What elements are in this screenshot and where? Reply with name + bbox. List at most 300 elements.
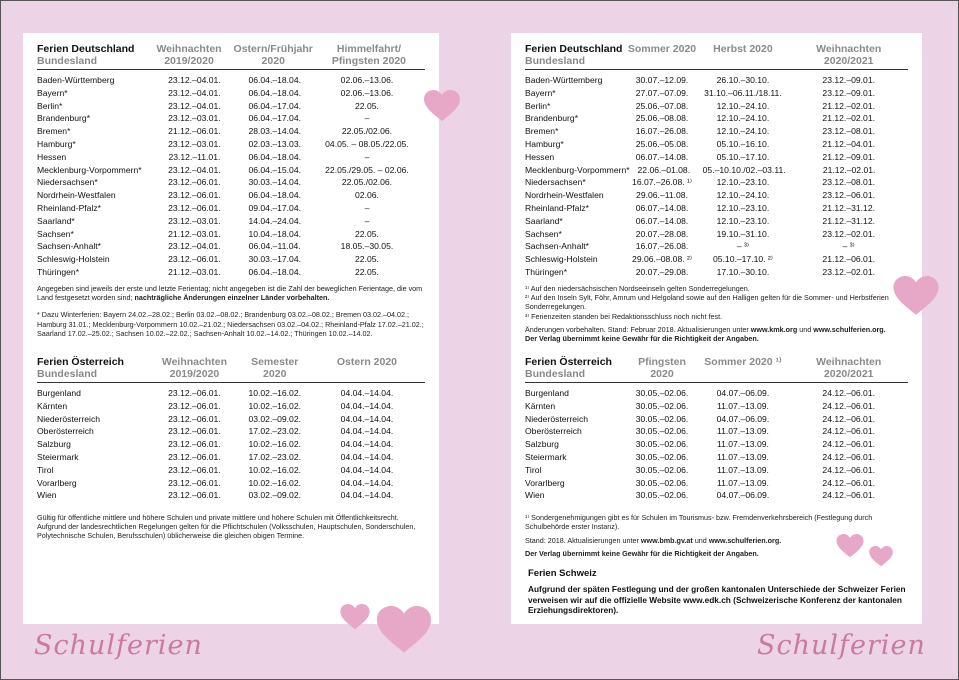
date-range: 21.12.–31.12.	[822, 215, 875, 226]
state-name: Brandenburg*	[37, 113, 91, 124]
date-range: 21.12.–06.01.	[168, 126, 221, 137]
table-row	[37, 451, 425, 464]
at-table-left	[37, 356, 425, 502]
date-range: 05.–10.10./02.–03.11.	[702, 164, 786, 175]
heart-icon	[340, 604, 370, 630]
date-range: 24.12.–06.01.	[822, 388, 875, 398]
column-header	[789, 43, 908, 67]
table-row	[37, 240, 425, 253]
heart-icon	[869, 546, 893, 567]
date-range: 10.02.–16.02.	[248, 477, 302, 488]
column-header-line: Weihnachten	[156, 43, 222, 55]
date-range: 25.06.–08.08.	[635, 113, 689, 124]
date-range: 04.04.–14.04.	[340, 464, 394, 475]
und-text: und	[799, 324, 812, 334]
date-range: 06.07.–14.08.	[635, 202, 689, 213]
date-range: 23.12.–02.01.	[822, 266, 875, 277]
date-range: 30.05.–02.06.	[635, 490, 689, 501]
table-body	[37, 74, 425, 279]
winter-note: * Dazu Winterferien: Bayern 24.02.–28.02.; Berlin 03.02.–08.02.; Brandenburg 03.02.–08.02.; Bremen 03.02.–04.02.; Hamburg 31.01.; Mecklenburg-Vorpommern 10.02.–21.02.; Niedersachsen 03.02.–04.02.; Rheinland-Pfalz 17.02.–21.02.; Saarland 17.02.–25.02.; Sachsen 10.02.–22.02.; Sachsen-Anhalt 10.02.–14.02.; Thüringen 10.02.–14.02.	[37, 310, 424, 338]
state-name: Kärnten	[525, 400, 556, 411]
state-name: Kärnten	[37, 400, 68, 411]
date-range: 23.12.–06.01.	[168, 202, 221, 213]
state-name: Oberösterreich	[525, 426, 582, 437]
table-row	[37, 138, 425, 151]
date-range: 30.05.–02.06.	[635, 439, 689, 450]
table-row	[37, 189, 425, 202]
date-range: 06.04.–15.04.	[248, 164, 302, 175]
state-name: Bremen*	[525, 126, 559, 137]
date-range: 02.03.–13.03.	[248, 138, 302, 149]
column-header	[309, 356, 425, 380]
table-row	[37, 425, 425, 438]
date-range: 17.02.–23.02.	[248, 451, 302, 462]
table-row	[37, 266, 425, 279]
column-header	[696, 43, 789, 67]
column-header-line: Pfingsten 2020	[638, 356, 686, 380]
state-name: Thüringen*	[37, 266, 80, 277]
de-note-left	[37, 284, 427, 338]
header-rule	[37, 382, 425, 383]
table-row	[525, 253, 908, 266]
date-range: 23.12.–04.01.	[168, 164, 221, 175]
date-range: 23.12.–04.01.	[168, 241, 221, 252]
date-range: 24.12.–06.01.	[822, 451, 875, 462]
date-range: 11.07.–13.09.	[716, 464, 769, 475]
state-name: Tirol	[525, 464, 542, 475]
date-range: 23.12.–06.01.	[168, 254, 221, 265]
heart-icon	[376, 606, 432, 654]
date-range: 02.06.–13.06.	[340, 87, 394, 98]
date-range: 02.06.–13.06.	[340, 75, 394, 85]
date-range: 06.04.–18.04.	[248, 151, 302, 162]
date-range: 21.12.–06.01.	[822, 254, 875, 265]
state-name: Hessen	[37, 151, 67, 162]
date-range: 10.04.–18.04.	[248, 228, 302, 239]
de-table-left	[37, 43, 425, 279]
table-row	[525, 464, 908, 477]
table-row	[525, 228, 908, 241]
table-title: Ferien Österreich	[37, 356, 124, 368]
script-title-right: Schulferien	[757, 630, 926, 661]
date-range: 12.10.–24.10.	[716, 190, 770, 201]
date-range: 06.04.–17.04.	[248, 100, 302, 111]
date-range: 11.07.–13.09.	[716, 400, 769, 411]
table-row	[37, 176, 425, 189]
table-body	[525, 74, 908, 279]
date-range: 30.05.–02.06.	[635, 477, 689, 488]
date-range: 23.12.–06.01.	[168, 426, 221, 437]
date-range: 23.12.–06.01.	[168, 477, 221, 488]
table-body	[37, 387, 425, 502]
date-range: 23.12.–06.01.	[168, 439, 221, 450]
table-row	[37, 215, 425, 228]
de-footnotes-right	[525, 284, 910, 343]
table-row	[37, 164, 425, 177]
note-bold-text: nachträgliche Änderungen einzelner Länder vorbehalten.	[134, 293, 330, 303]
state-name: Berlin*	[37, 100, 63, 111]
state-name: Bremen*	[37, 126, 71, 137]
heart-icon	[891, 276, 941, 316]
date-range: 27.07.–07.09.	[635, 87, 689, 98]
date-range: 23.12.–09.01.	[822, 87, 875, 98]
de-table-right	[525, 43, 908, 279]
date-range: 12.10.–23.10.	[716, 177, 770, 188]
date-range: 23.12.–09.01.	[822, 75, 875, 85]
und-text: und	[694, 536, 707, 546]
table-subtitle: Bundesland	[37, 368, 98, 380]
date-range: 24.12.–06.01.	[822, 413, 875, 424]
column-header-line: Semester 2020	[251, 356, 299, 380]
column-header	[241, 356, 309, 380]
date-range: 20.07.–29.08.	[635, 266, 689, 277]
column-header	[628, 43, 697, 67]
date-range: 16.07.–26.08.	[635, 126, 689, 137]
table-row	[525, 477, 908, 490]
heart-icon	[836, 534, 864, 558]
date-range: 21.12.–04.01.	[822, 138, 875, 149]
table-row	[525, 138, 908, 151]
date-range: 03.02.–09.02.	[248, 490, 302, 501]
table-title: Ferien Deutschland	[37, 43, 135, 55]
table-row	[37, 228, 425, 241]
table-row	[525, 425, 908, 438]
table-row	[37, 112, 425, 125]
date-range: 20.07.–28.08.	[635, 228, 689, 239]
table-row	[525, 100, 908, 113]
column-header	[234, 43, 313, 67]
date-range: 30.03.–17.04.	[248, 254, 302, 265]
date-range: 23.12.–02.01.	[822, 228, 875, 239]
state-name: Thüringen*	[525, 266, 568, 277]
date-range: 06.04.–18.04.	[248, 266, 302, 277]
table-row	[37, 151, 425, 164]
state-name: Mecklenburg-Vorpommern*	[37, 164, 142, 175]
header-rule	[37, 69, 425, 70]
date-range: 04.07.–06.09.	[716, 388, 770, 398]
date-range: –	[364, 151, 370, 162]
state-name: Saarland*	[525, 215, 563, 226]
date-range: 22.05./02.06.	[341, 126, 393, 137]
date-range: 04.05. – 08.05./22.05.	[325, 138, 409, 149]
date-range: 29.06.–08.08. ²⁾	[632, 254, 692, 265]
schweiz-text: Aufgrund der späten Festlegung und der großen kantonalen Unterschiede der Schweizer Ferien verweisen wir auf die offizielle Website www.edk.ch (Schweizerische Konferenz der kantonalen Erziehungsdirektoren).	[528, 584, 906, 616]
date-range: 23.12.–11.01.	[168, 151, 221, 162]
column-header	[144, 43, 233, 67]
state-name: Hamburg*	[525, 138, 564, 149]
table-header	[525, 43, 908, 67]
date-range: 04.04.–14.04.	[340, 451, 394, 462]
date-range: 11.07.–13.09.	[716, 451, 769, 462]
table-row	[37, 438, 425, 451]
footnote-3: ³⁾ Ferienzeiten standen bei Redaktionsschluss noch nicht fest.	[525, 311, 723, 321]
date-range: 22.05.	[355, 266, 379, 277]
state-name: Tirol	[37, 464, 54, 475]
date-range: 06.04.–11.04.	[248, 241, 301, 252]
column-header-line: Weihnachten	[161, 356, 227, 368]
date-range: 23.12.–04.01.	[168, 75, 221, 85]
link-kmk[interactable]: www.kmk.org	[750, 324, 798, 334]
state-name: Schleswig-Holstein	[525, 254, 598, 265]
state-name: Berlin*	[525, 100, 551, 111]
state-name: Salzburg	[37, 439, 71, 450]
table-row	[525, 151, 908, 164]
date-range: 21.12.–03.01.	[168, 266, 221, 277]
state-name: Niederösterreich	[525, 413, 589, 424]
date-range: 23.12.–06.01.	[168, 413, 221, 424]
state-name: Brandenburg*	[525, 113, 579, 124]
date-range: 29.06.–11.08.	[636, 190, 688, 201]
date-range: 12.10.–24.10.	[716, 100, 770, 111]
column-header	[789, 356, 908, 380]
date-range: 04.04.–14.04.	[340, 439, 394, 450]
disclaimer-at: Der Verlag übernimmt keine Gewähr für die Richtigkeit der Angaben.	[525, 548, 759, 558]
table-header	[37, 43, 425, 67]
date-range: –	[364, 215, 370, 226]
table-row	[525, 387, 908, 400]
date-range: 06.07.–14.08.	[635, 215, 689, 226]
header-rule	[525, 382, 908, 383]
date-range: 30.07.–12.09.	[635, 75, 689, 85]
state-name: Vorarlberg	[37, 477, 77, 488]
column-header-line: Weihnachten	[816, 356, 882, 368]
link-bmb[interactable]: www.bmb.gv.at	[640, 536, 693, 546]
date-range: 04.04.–14.04.	[340, 490, 394, 501]
date-range: 21.12.–02.01.	[822, 164, 876, 175]
footnote-1: ¹⁾ Auf den niedersächsischen Nordseeinseln gelten Sonderregelungen.	[525, 284, 750, 293]
date-range: 30.03.–14.04.	[248, 177, 302, 188]
date-range: 10.02.–16.02.	[248, 388, 302, 398]
state-name: Baden-Württemberg	[525, 75, 603, 85]
date-range: 22.05.	[355, 254, 379, 265]
date-range: 26.10.–30.10.	[716, 75, 770, 85]
table-subtitle: Bundesland	[525, 55, 586, 67]
column-header	[628, 356, 697, 380]
date-range: 30.05.–02.06.	[635, 464, 689, 475]
state-name: Rheinland-Pfalz*	[37, 202, 102, 213]
date-range: 23.12.–04.01.	[168, 100, 221, 111]
date-range: 09.04.–17.04.	[248, 202, 302, 213]
date-range: 23.12.–06.01.	[168, 464, 221, 475]
column-header-line: Himmelfahrt/	[336, 43, 402, 55]
date-range: 22.05.	[355, 100, 379, 111]
state-name: Burgenland	[37, 388, 81, 398]
date-range: 04.04.–14.04.	[340, 400, 394, 411]
table-row	[525, 489, 908, 502]
state-name: Hamburg*	[37, 138, 76, 149]
date-range: 23.12.–03.01.	[168, 113, 221, 124]
state-name: Vorarlberg	[525, 477, 565, 488]
state-name: Steiermark	[525, 451, 567, 462]
column-header-line: 2020	[261, 55, 285, 67]
date-range: 23.12.–06.01.	[168, 451, 221, 462]
date-range: 23.12.–08.01.	[822, 126, 875, 137]
column-header-line: Pfingsten 2020	[331, 55, 407, 67]
table-header	[37, 356, 425, 380]
table-row	[525, 176, 908, 189]
column-header-line: Sommer 2020 ¹⁾	[704, 356, 782, 368]
date-range: 30.05.–02.06.	[635, 413, 689, 424]
date-range: 30.05.–02.06.	[635, 388, 689, 398]
column-header	[696, 356, 789, 380]
header-rule	[525, 69, 908, 70]
date-range: 05.10.–17.10.	[716, 151, 770, 162]
note-text: Angegeben sind jeweils der erste und letzte Ferientag; nicht angegeben ist die Zahl der beweglichen Ferientage, die vom Land festgesetzt worden sind;	[37, 284, 423, 303]
state-name: Rheinland-Pfalz*	[525, 202, 590, 213]
date-range: 24.12.–06.01.	[822, 464, 875, 475]
date-range: 21.12.–02.01.	[822, 100, 875, 111]
table-row	[525, 438, 908, 451]
date-range: 04.07.–06.09.	[716, 413, 770, 424]
table-title: Ferien Deutschland	[525, 43, 623, 55]
script-title-left: Schulferien	[34, 630, 203, 661]
state-name: Steiermark	[37, 451, 79, 462]
link-schulferien[interactable]: www.schulferien.org.	[813, 324, 886, 334]
table-row	[37, 387, 425, 400]
state-name: Niederösterreich	[37, 413, 101, 424]
date-range: 06.07.–14.08.	[635, 151, 689, 162]
date-range: 02.06.	[355, 190, 379, 201]
column-header-line: 2020/2021	[823, 368, 874, 380]
table-row	[525, 413, 908, 426]
date-range: 05.10.–16.10.	[716, 138, 770, 149]
date-range: 06.04.–17.04.	[248, 113, 302, 124]
column-header-line: 2019/2020	[164, 55, 214, 67]
date-range: 04.04.–14.04.	[340, 477, 394, 488]
state-name: Nordrhein-Westfalen	[37, 190, 116, 201]
date-range: 22.05.	[355, 228, 379, 239]
table-row	[525, 202, 908, 215]
date-range: – ³⁾	[842, 241, 855, 252]
date-range: 10.02.–16.02.	[248, 400, 302, 411]
date-range: 24.12.–06.01.	[822, 400, 875, 411]
date-range: 04.04.–14.04.	[340, 426, 394, 437]
date-range: 18.05.–30.05.	[340, 241, 394, 252]
table-row	[37, 125, 425, 138]
column-header-line: Weihnachten	[816, 43, 882, 55]
date-range: 21.12.–02.01.	[822, 113, 875, 124]
date-range: 22.05./02.06.	[341, 177, 393, 188]
state-name: Bayern*	[37, 87, 68, 98]
date-range: 30.05.–02.06.	[635, 400, 689, 411]
heart-icon	[424, 90, 460, 122]
disclaimer-de: Der Verlag übernimmt keine Gewähr für die Richtigkeit der Angaben.	[525, 334, 759, 344]
date-range: 23.12.–04.01.	[168, 87, 221, 98]
date-range: 22.06.–01.08.	[637, 164, 691, 175]
date-range: 06.04.–18.04.	[248, 87, 302, 98]
date-range: 25.06.–07.08.	[635, 100, 689, 111]
state-name: Niedersachsen*	[37, 177, 98, 188]
date-range: 23.12.–03.01.	[168, 138, 221, 149]
date-range: 23.12.–06.01.	[168, 190, 221, 201]
state-name: Baden-Württemberg	[37, 75, 115, 85]
table-row	[525, 87, 908, 100]
table-row	[525, 164, 908, 177]
date-range: 28.03.–14.04.	[248, 126, 302, 137]
table-title: Ferien Österreich	[525, 356, 612, 368]
date-range: 16.07.–26.08. ¹⁾	[632, 177, 692, 188]
state-name: Bayern*	[525, 87, 556, 98]
column-header-line: Herbst 2020	[713, 43, 773, 55]
date-range: 31.10.–06.11./18.11.	[704, 87, 782, 98]
date-range: 10.02.–16.02.	[248, 439, 302, 450]
table-row	[525, 240, 908, 253]
date-range: 04.04.–14.04.	[340, 413, 394, 424]
date-range: 17.02.–23.02.	[248, 426, 302, 437]
column-header-line: 2020/2021	[823, 55, 874, 67]
date-range: 23.12.–06.01.	[168, 400, 221, 411]
date-range: 24.12.–06.01.	[822, 439, 875, 450]
table-row	[37, 413, 425, 426]
date-range: 16.07.–26.08.	[635, 241, 689, 252]
state-name: Salzburg	[525, 439, 559, 450]
date-range: 17.10.–30.10.	[716, 266, 770, 277]
state-name: Hessen	[525, 151, 555, 162]
date-range: 23.12.–06.01.	[168, 177, 221, 188]
date-range: 11.07.–13.09.	[716, 426, 769, 437]
table-row	[37, 477, 425, 490]
date-range: 24.12.–06.01.	[822, 490, 875, 501]
date-range: 30.05.–02.06.	[635, 451, 689, 462]
table-subtitle: Bundesland	[37, 55, 98, 67]
date-range: 12.10.–23.10.	[716, 215, 770, 226]
schweiz-title: Ferien Schweiz	[528, 568, 597, 579]
date-range: 23.12.–08.01.	[822, 177, 875, 188]
table-row	[525, 400, 908, 413]
state-name: Nordrhein-Westfalen	[525, 190, 604, 201]
column-header-line: 2019/2020	[169, 368, 220, 380]
state-name: Wien	[525, 490, 545, 501]
date-range: 23.12.–06.01.	[168, 388, 221, 398]
link-schulferien[interactable]: www.schulferien.org.	[708, 536, 782, 546]
date-range: –	[364, 113, 370, 124]
date-range: 24.12.–06.01.	[822, 477, 875, 488]
table-row	[37, 202, 425, 215]
column-header-line: Ostern 2020	[336, 356, 398, 368]
date-range: – ³⁾	[736, 241, 750, 252]
at-table-right	[525, 356, 908, 502]
state-name: Schleswig-Holstein	[37, 254, 110, 265]
footnote-2: ²⁾ Auf den Inseln Sylt, Föhr, Amrum und Helgoland sowie auf den Halligen gelten für die Sommer- und Herbstferien Sonderregelungen.	[525, 293, 889, 312]
table-row	[525, 451, 908, 464]
table-header	[525, 356, 908, 380]
state-name: Saarland*	[37, 215, 75, 226]
table-row	[37, 74, 425, 87]
table-subtitle: Bundesland	[525, 368, 586, 380]
state-name: Sachsen*	[525, 228, 562, 239]
date-range: 14.04.–24.04.	[248, 215, 302, 226]
date-range: 23.12.–06.01.	[168, 490, 221, 501]
left-page	[23, 33, 439, 624]
state-name: Wien	[37, 490, 57, 501]
date-range: 11.07.–13.09.	[716, 477, 769, 488]
table-row	[525, 266, 908, 279]
date-range: 21.12.–03.01.	[168, 228, 221, 239]
date-range: 11.07.–13.09.	[716, 439, 769, 450]
date-range: 12.10.–24.10.	[716, 113, 770, 124]
table-row	[525, 125, 908, 138]
date-range: 21.12.–09.01.	[822, 151, 875, 162]
state-name: Mecklenburg-Vorpommern*	[525, 164, 630, 175]
date-range: 05.10.–17.10. ²⁾	[712, 254, 773, 265]
column-header-line: Sommer 2020	[627, 43, 697, 55]
state-name: Sachsen-Anhalt*	[37, 241, 102, 252]
table-row	[37, 489, 425, 502]
date-range: 23.12.–03.01.	[168, 215, 221, 226]
date-range: 04.07.–06.09.	[716, 490, 770, 501]
table-row	[37, 253, 425, 266]
date-range: 12.10.–24.10.	[716, 126, 770, 137]
